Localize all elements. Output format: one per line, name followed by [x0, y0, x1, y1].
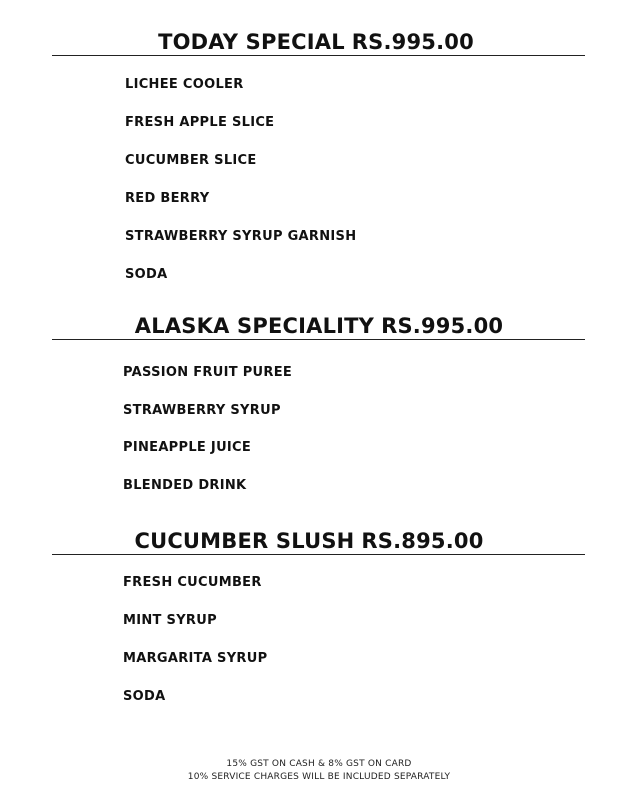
menu-item: FRESH APPLE SLICE: [125, 115, 275, 130]
section-name: TODAY SPECIAL: [158, 30, 345, 54]
section-title-alaska-speciality: [0, 313, 638, 339]
section-price: RS.995.00: [351, 30, 474, 54]
menu-item: PASSION FRUIT PUREE: [123, 365, 293, 380]
section-price: RS.995.00: [381, 314, 504, 338]
section-divider: [52, 339, 585, 340]
menu-item: MARGARITA SYRUP: [123, 651, 268, 666]
menu-item: SODA: [123, 689, 166, 704]
tax-note: 15% GST ON CASH & 8% GST ON CARD: [226, 759, 412, 769]
menu-item: MINT SYRUP: [123, 613, 217, 628]
footer-note: [0, 758, 638, 784]
menu-item: CUCUMBER SLICE: [125, 153, 257, 168]
section-title-today-special: [0, 29, 635, 55]
service-charge-note: 10% SERVICE CHARGES WILL BE INCLUDED SEPARATELY: [187, 772, 451, 782]
menu-item: SODA: [125, 267, 168, 282]
menu-item: RED BERRY: [125, 191, 210, 206]
menu-item: STRAWBERRY SYRUP GARNISH: [125, 229, 357, 244]
section-name: CUCUMBER SLUSH: [134, 529, 355, 553]
section-name: ALASKA SPECIALITY: [134, 314, 375, 338]
section-title-cucumber-slush: [0, 528, 628, 554]
menu-item: LICHEE COOLER: [125, 77, 244, 92]
section-divider: [52, 55, 585, 56]
menu-item: PINEAPPLE JUICE: [123, 440, 252, 455]
section-price: RS.895.00: [361, 529, 484, 553]
menu-item: STRAWBERRY SYRUP: [123, 403, 281, 418]
menu-item: BLENDED DRINK: [123, 478, 247, 493]
section-divider: [52, 554, 585, 555]
menu-item: FRESH CUCUMBER: [123, 575, 262, 590]
